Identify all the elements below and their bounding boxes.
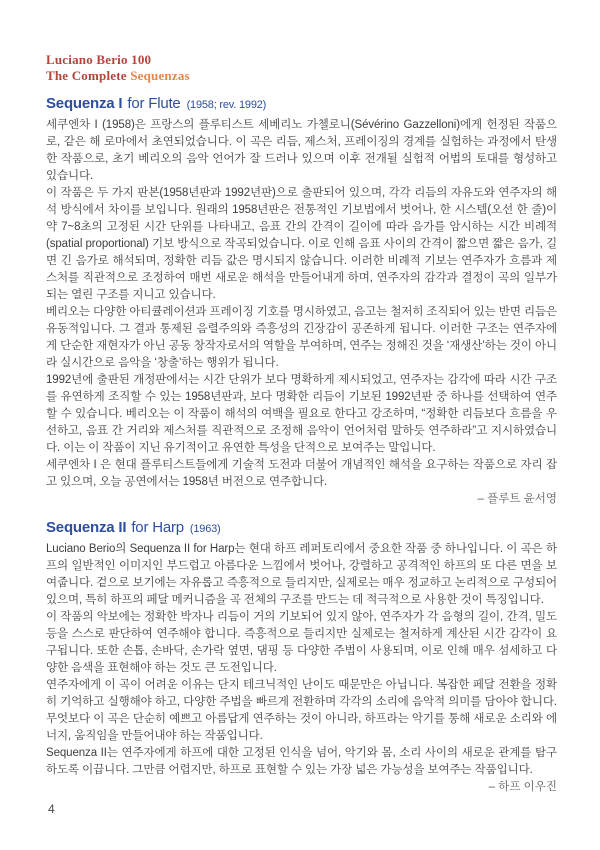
page-number: 4 [48, 802, 55, 816]
sequenza-1-title-year: (1958; rev. 1992) [186, 99, 267, 111]
sequenza-2-title-year: (1963) [189, 523, 221, 535]
sequenza-1-title-main: Sequenza I [46, 95, 123, 112]
paragraph: 1992년에 출판된 개정판에서는 시간 단위가 보다 명확하게 제시되었고, 연주자는 감각에 따라 시간 구조를 유연하게 조직할 수 있는 1958년판과, 보다 명확한 리듬이 기보된 1992년판 중 하나를 선택하여 연주할 수 있습니다. 베리오는 이 작품이 해석의 여백을 필요로 한다고 강조하며, “정확한 리듬보다 흐름을 우선하고, 음표 간 거리와 제스처를 직관적으로 조정해 음악이 언어처럼 말하듯 연주하라”고 지시하였습니다. 이는 이 작품이 지닌 유기적이고 유연한 특성을 단적으로 보여주는 말입니다. [46, 374, 557, 454]
booklet-title-line2 [46, 68, 557, 84]
performer-signature-harp: – 하프 이우진 [488, 781, 557, 793]
paragraph: 이 작품은 두 가지 판본(1958년판과 1992년판)으로 출판되어 있으며, 각각 리듬의 자유도와 연주자의 해석 방식에서 차이를 보입니다. 원래의 1958년판은 전통적인 기보법에서 벗어나, 한 시스템(오선 한 줄)이 약 7~8초의 고정된 시간 단위를 나타내고, 음표 간의 간격이 길이에 따라 음가를 암시하는 시간 비례적(spatial proportional) 기보 방식으로 작곡되었습니다. 이로 인해 음표 사이의 간격이 짧으면 짧은 음가, 길면 긴 음가로 해석되며, 정확한 리듬 값은 명시되지 않습니다. 이러한 비례적 기보는 연주자가 흐름과 제스처를 직관적으로 조정하여 매번 새로운 해석을 만들어내게 하며, 연주자의 감각과 결정이 곡의 일부가 되는 열린 구조를 지니고 있습니다. [46, 187, 557, 301]
sequenza-2-title [46, 519, 557, 538]
section-sequenza-2 [46, 519, 557, 796]
sequenza-1-title-instrument: for Flute [127, 95, 181, 112]
paragraph: 연주자에게 이 곡이 어려운 이유는 단지 테크닉적인 난이도 때문만은 아닙니다. 복잡한 페달 전환을 정확히 기억하고 실행해야 하고, 다양한 주법을 빠르게 전환하며 각각의 소리에 음악적 의미를 담아야 합니다. 무엇보다 이 곡은 단순히 예쁘고 아름답게 연주하는 것이 아니라, 하프라는 악기를 통해 새로운 소리와 에너지, 움직임을 만들어내야 하는 작품입니다. [46, 679, 557, 742]
section-sequenza-1 [46, 95, 557, 508]
sequenza-1-title [46, 95, 557, 114]
paragraph: Luciano Berio의 Sequenza II for Harp는 현대 하프 레퍼토리에서 중요한 작품 중 하나입니다. 이 곡은 하프의 일반적인 이미지인 부드럽고 아름다운 느낌에서 벗어나, 강렬하고 공격적인 하프의 또 다른 면을 보여줍니다. 겉으로 보기에는 자유롭고 즉흥적으로 들리지만, 실제로는 매우 정교하고 논리적으로 구성되어 있으며, 특히 하프의 페달 메커니즘을 곡 전체의 구조를 만드는 데 적극적으로 사용한 것이 특징입니다. [46, 543, 557, 606]
paragraph: 세쿠엔차 I (1958)은 프랑스의 플루티스트 세베리노 가첼로니(Sévérino Gazzelloni)에게 헌정된 작품으로, 같은 해 로마에서 초연되었습니다. 이 곡은 리듬, 제스처, 프레이징의 경계를 실험하는 과정에서 탄생한 작품으로, 초기 베리오의 음악 언어가 잘 드러나 있으며 이후 전개될 실험적 어법의 토대를 형성하고 있습니다. [46, 119, 557, 182]
sequenza-2-title-instrument: for Harp [131, 519, 184, 536]
sequenza-2-body [46, 541, 557, 779]
paragraph: 세쿠엔차 I 은 현대 플루티스트들에게 기술적 도전과 더불어 개념적인 해석을 요구하는 작품으로 자리 잡고 있으며, 오늘 공연에서는 1958년 버전으로 연주합니다. [46, 459, 557, 488]
paragraph: 이 작품의 악보에는 정확한 박자나 리듬이 거의 기보되어 있지 않아, 연주자가 각 음형의 길이, 간격, 밀도 등을 스스로 판단하여 연주해야 합니다. 즉흥적으로 들리지만 실제로는 철저하게 계산된 시간 감각이 요구됩니다. 또한 손톱, 손바닥, 손가락 옆면, 댐핑 등 다양한 주법이 사용되며, 이로 인해 매우 섬세하고 다양한 음색을 표현해야 하는 것도 큰 도전입니다. [46, 611, 557, 674]
sequenza-1-body [46, 117, 557, 491]
performer-signature-flute: – 플루트 윤서영 [477, 493, 557, 505]
booklet-title-line1: Luciano Berio 100 [46, 52, 152, 67]
booklet-header [46, 52, 557, 84]
paragraph: 베리오는 다양한 아티큘레이션과 프레이징 기호를 명시하였고, 음고는 철저히 조직되어 있는 반면 리듬은 유동적입니다. 그 결과 통제된 음렬주의와 즉흥성의 긴장감이 공존하게 됩니다. 이러한 구조는 연주자에게 단순한 재현자가 아닌 공동 창작자로서의 역할을 부여하며, 연주는 정해진 것을 ‘재생산’하는 것이 아니라 실시간으로 음악을 ‘창출’하는 행위가 됩니다. [46, 306, 557, 369]
sequenza-2-title-main: Sequenza II [46, 519, 127, 536]
paragraph: Sequenza II는 연주자에게 하프에 대한 고정된 인식을 넘어, 악기와 몸, 소리 사이의 새로운 관계를 탐구하도록 이끕니다. 그만큼 어렵지만, 하프로 표현할 수 있는 가장 넓은 가능성을 보여주는 작품입니다. [46, 747, 557, 776]
booklet-title-sequenzas: Sequenzas [130, 68, 190, 83]
booklet-title-the-complete: The Complete [46, 68, 127, 83]
